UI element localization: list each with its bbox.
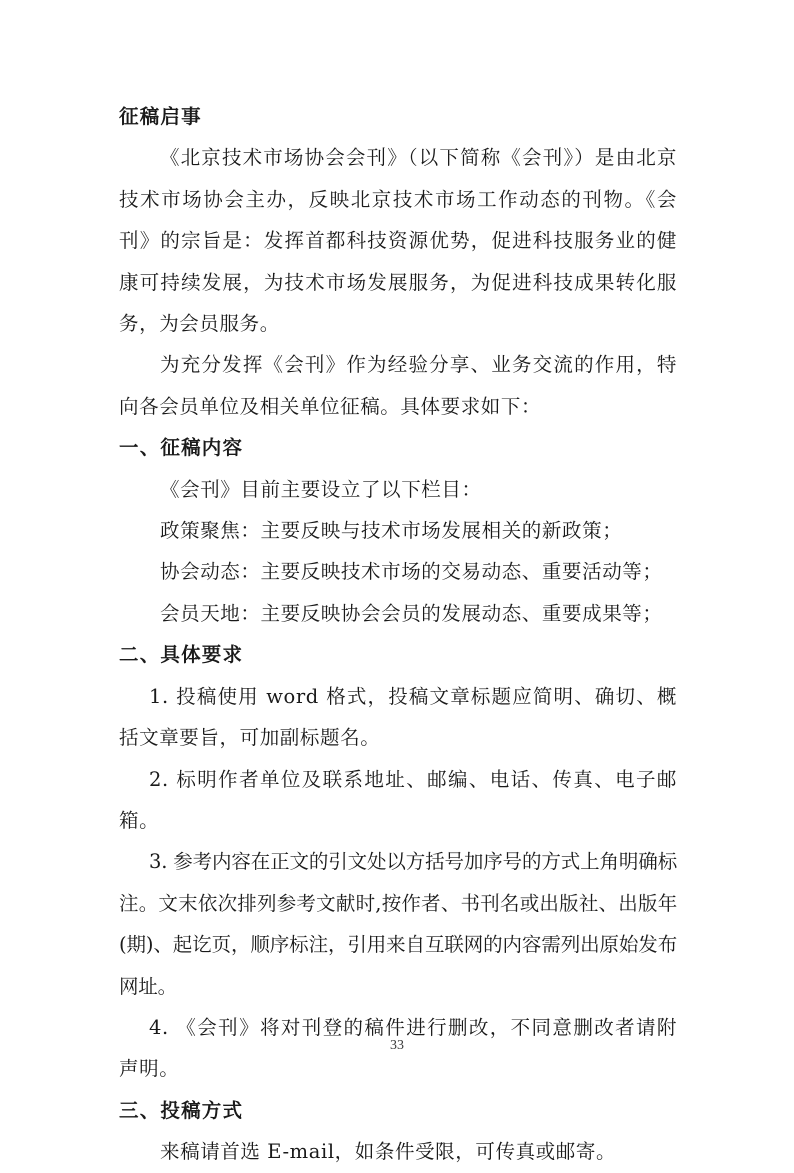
column-item-policy-focus: 政策聚焦：主要反映与技术市场发展相关的新政策； xyxy=(160,519,623,543)
requirement-item-4: 4. 《会刊》将对刊登的稿件进行删改，不同意删改者请附声明。 xyxy=(119,1015,677,1081)
column-item-member-world: 会员天地：主要反映协会会员的发展动态、重要成果等； xyxy=(160,601,663,625)
requirement-item-1: 1. 投稿使用 word 格式，投稿文章标题应简明、确切、概括文章要旨，可加副标题名。 xyxy=(119,684,677,750)
requirement-item-2: 2. 标明作者单位及联系地址、邮编、电话、传真、电子邮箱。 xyxy=(119,767,677,832)
section-heading-3: 三、投稿方式 xyxy=(119,1098,244,1122)
page-number: 33 xyxy=(390,1038,404,1053)
section-heading-1: 一、征稿内容 xyxy=(119,436,244,460)
intro-paragraph-2: 为充分发挥《会刊》作为经验分享、业务交流的作用，特向各会员单位及相关单位征稿。具体要求如下： xyxy=(119,353,677,418)
column-item-association-news: 协会动态：主要反映技术市场的交易动态、重要活动等； xyxy=(160,560,663,584)
intro-paragraph-1: 《北京技术市场协会会刊》（以下简称《会刊》）是由北京技术市场协会主办，反映北京技术市场工作动态的刊物。《会刊》的宗旨是：发挥首都科技资源优势，促进科技服务业的健康可持续发展，为技术市场发展服务，为促进科技成果转化服务，为会员服务。 xyxy=(119,146,677,336)
section-1-lead: 《会刊》目前主要设立了以下栏目： xyxy=(160,477,482,501)
submission-method-line: 来稿请首选 E-mail，如条件受限，可传真或邮寄。 xyxy=(160,1140,617,1164)
section-heading-2: 二、具体要求 xyxy=(119,643,244,667)
page-title: 征稿启事 xyxy=(119,105,202,128)
requirement-item-3: 3. 参考内容在正文的引文处以方括号加序号的方式上角明确标注。文末依次排列参考文献时,按作者、书刊名或出版社、出版年(期)、起讫页，顺序标注，引用来自互联网的内容需列出原始发布网址。 xyxy=(119,850,677,998)
document-body xyxy=(119,96,677,1173)
